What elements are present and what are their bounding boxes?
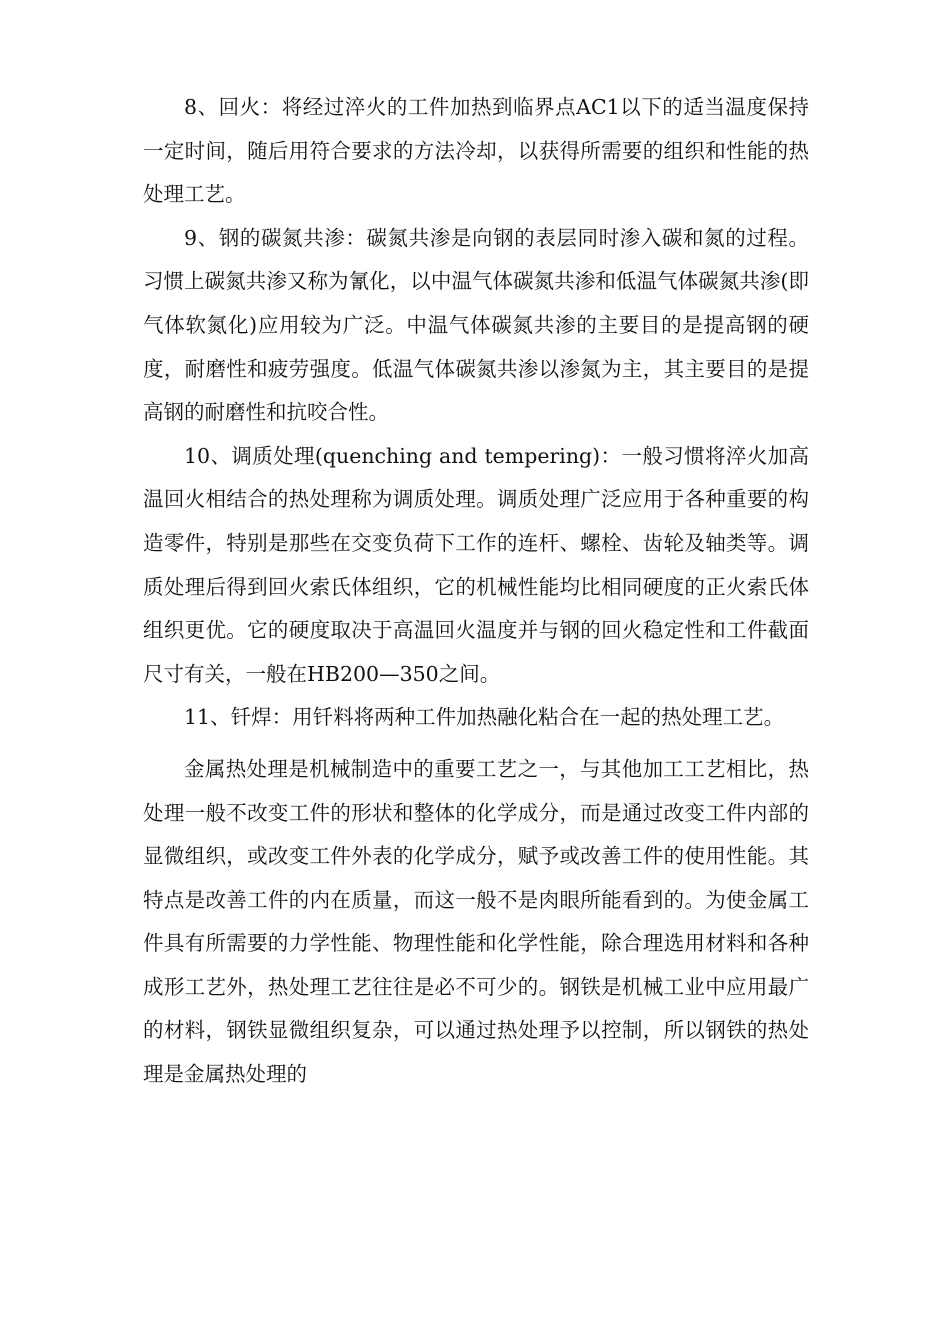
paragraph-heat-treatment-overview: 金属热处理是机械制造中的重要工艺之一，与其他加工工艺相比，热处理一般不改变工件的形状和整体的化学成分，而是通过改变工件内部的显微组织，或改变工件外表的化学成分，赋予或改善工件的使用性能。其特点是改善工件的内在质量，而这一般不是肉眼所能看到的。为使金属工件具有所需要的力学性能、物理性能和化学性能，除合理选用材料和各种成形工艺外，热处理工艺往往是必不可少的。钢铁是机械工业中应用最广的材料，钢铁显微组织复杂，可以通过热处理予以控制，所以钢铁的热处理是金属热处理的: [143, 756, 809, 1087]
paragraph-quenching-tempering: 10、调质处理(quenching and tempering)：一般习惯将淬火加高温回火相结合的热处理称为调质处理。调质处理广泛应用于各种重要的构造零件，特别是那些在交变负荷下工作的连杆、螺栓、齿轮及轴类等。调质处理后得到回火索氏体组织，它的机械性能均比相同硬度的正火索氏体组织更优。它的硬度取决于高温回火温度并与钢的回火稳定性和工件截面尺寸有关，一般在HB200—350之间。: [143, 443, 809, 686]
paragraph-brazing: 11、钎焊：用钎料将两种工件加热融化粘合在一起的热处理工艺。: [184, 705, 785, 730]
paragraph-carbonitriding: 9、钢的碳氮共渗：碳氮共渗是向钢的表层同时渗入碳和氮的过程。习惯上碳氮共渗又称为氰化，以中温气体碳氮共渗和低温气体碳氮共渗(即气体软氮化)应用较为广泛。中温气体碳氮共渗的主要目的是提高钢的硬度，耐磨性和疲劳强度。低温气体碳氮共渗以渗氮为主，其主要目的是提高钢的耐磨性和抗咬合性。: [143, 225, 809, 425]
paragraph-tempering: 8、回火：将经过淬火的工件加热到临界点AC1以下的适当温度保持一定时间，随后用符合要求的方法冷却，以获得所需要的组织和性能的热处理工艺。: [143, 95, 809, 207]
document-body: [143, 86, 809, 1097]
